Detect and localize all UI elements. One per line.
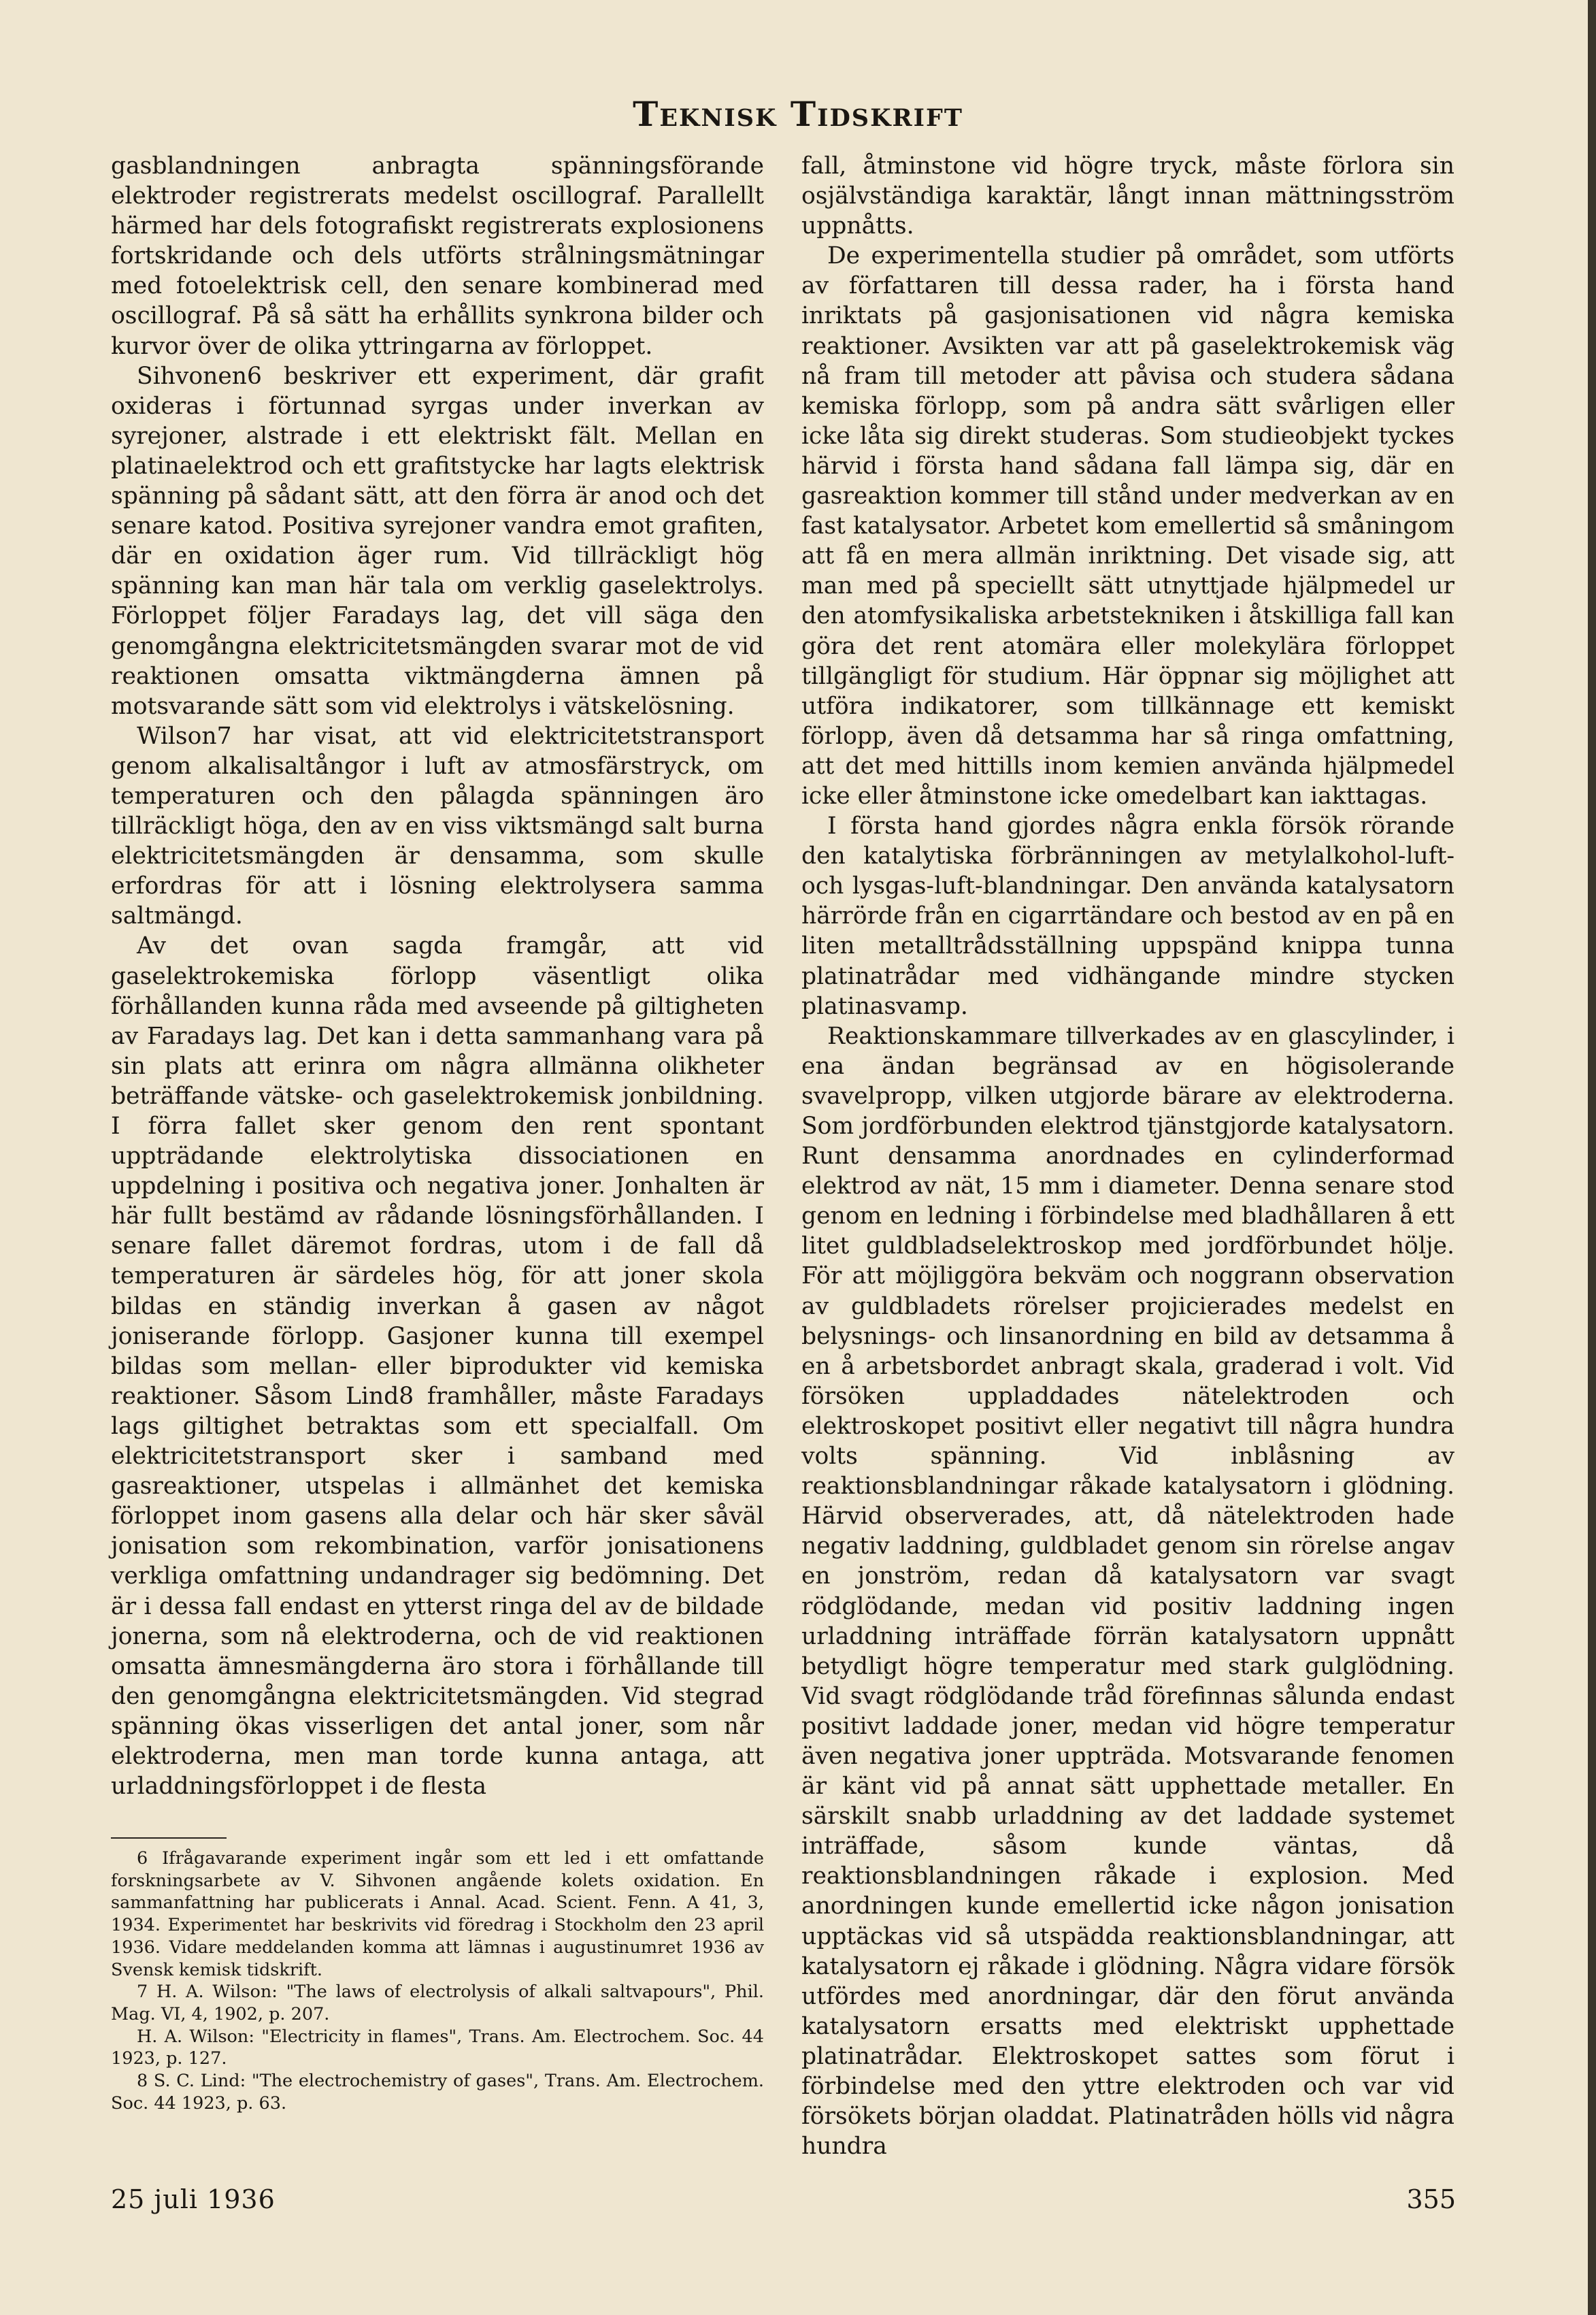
page-number: 355 bbox=[1406, 2184, 1456, 2214]
footnote-divider bbox=[111, 1837, 227, 1839]
paragraph: I första hand gjordes några enkla försök rörande den katalytiska förbränningen av metylalkohol-luft- och lysgas-luft-blandningar. Den använda katalysatorn härrörde från en cigarrtändare och bestod av en på en liten metalltrådsställning uppspänd knippa tunna platinatrådar med vidhängande mindre stycken platinasvamp. bbox=[801, 812, 1454, 1020]
paragraph: Sihvonen6 beskriver ett experiment, där grafit oxideras i förtunnad syrgas under inverkan av syrejoner, alstrade i ett elektriskt fält. Mellan en platinaelektrod och ett grafitstycke har lagts elektrisk spänning på sådant sätt, att den förra är anod och det senare katod. Positiva syrejoner vandra emot grafiten, där en oxidation äger rum. Vid tillräckligt hög spänning kan man här tala om verklig gaselektrolys. Förloppet följer Faradays lag, det vill säga den genomgångna elektricitetsmängden svarar mot de vid reaktionen omsatta viktmängderna ämnen på motsvarande sätt som vid elektrolys i vätskelösning. bbox=[111, 362, 764, 720]
paragraph: fall, åtminstone vid högre tryck, måste förlora sin osjälvständiga karaktär, långt innan mättningsström uppnåtts. bbox=[801, 152, 1454, 240]
footnote: 7 H. A. Wilson: "The laws of electrolysis of alkali saltvapours", Phil. Mag. VI, 4, 1902, p. 207. bbox=[111, 1982, 764, 2024]
page-edge bbox=[1588, 0, 1596, 2315]
paragraph: Wilson7 har visat, att vid elektricitetstransport genom alkalisaltångor i luft av atmosfärstryck, om temperaturen och den pålagda spänningen äro tillräckligt höga, den av en viss viktsmängd salt burna elektricitetsmängden är densamma, som skulle erfordras för att i lösning elektrolysera samma saltmängd. bbox=[111, 722, 764, 930]
paragraph: De experimentella studier på området, som utförts av författaren till dessa rader, ha i första hand inriktats på gasjonisationen vid några kemiska reaktioner. Avsikten var att på gaselektrokemisk väg nå fram till metoder att påvisa och studera sådana kemiska förlopp, som på andra sätt svårligen eller icke låta sig direkt studeras. Som studieobjekt tyckes härvid i första hand sådana fall lämpa sig, där en gasreaktion kommer till stånd under medverkan av en fast katalysator. Arbetet kom emellertid så småningom att få en mera allmän inriktning. Det visade sig, att man med på speciellt sätt utnyttjade hjälpmedel ur den atomfysikaliska arbetstekniken i åtskilliga fall kan göra det rent atomära eller molekylära förloppet tillgängligt för studium. Här öppnar sig möjlighet att utföra indikatorer, som tillkännage ett kemiskt förlopp, även då detsamma har så ringa omfattning, att det med hittills inom kemien använda hjälpmedel icke eller åtminstone icke omedelbart kan iakttagas. bbox=[801, 242, 1454, 810]
left-column bbox=[111, 151, 764, 1801]
right-column bbox=[801, 151, 1454, 2161]
paragraph: Reaktionskammare tillverkades av en glascylinder, i ena ändan begränsad av en högisolerande svavelpropp, vilken utgjorde bärare av elektroderna. Som jordförbunden elektrod tjänstgjorde katalysatorn. Runt densamma anordnades en cylinderformad elektrod av nät, 15 mm i diameter. Denna senare stod genom en ledning i förbindelse med bladhållaren å ett litet guldbladselektroskop med jordförbundet hölje. För att möjliggöra bekväm och noggrann observation av guldbladets rörelser projicierades medelst en belysnings- och linsanordning en bild av detsamma å en å arbetsbordet anbragt skala, graderad i volt. Vid försöken uppladdades nätelektroden och elektroskopet positivt eller negativt till några hundra volts spänning. Vid inblåsning av reaktionsblandningar råkade katalysatorn i glödning. Härvid observerades, att, då nätelektroden hade negativ laddning, guldbladet genom sin rörelse angav en jonström, redan då katalysatorn var svagt rödglödande, medan vid positiv laddning ingen urladdning inträffade förrän katalysatorn uppnått betydligt högre temperatur med stark gulglödning. Vid svagt rödglödande tråd förefinnas sålunda endast positivt laddade joner, medan vid högre temperatur även negativa joner uppträda. Motsvarande fenomen är känt vid på annat sätt upphettade metaller. En särskilt snabb urladdning av det laddade systemet inträffade, såsom kunde väntas, då reaktionsblandningen råkade i explosion. Med anordningen kunde emellertid icke någon jonisation upptäckas vid så utspädda reaktionsblandningar, att katalysatorn ej råkade i glödning. Några vidare försök utfördes med anordningar, där den förut använda katalysatorn ersatts med elektriskt upphettade platinatrådar. Elektroskopet sattes som förut i förbindelse med den yttre elektroden och var vid försökets början oladdat. Platinatråden hölls vid några hundra bbox=[801, 1022, 1454, 2161]
footnote: 6 Ifrågavarande experiment ingår som ett led i ett omfattande forskningsarbete av V. Sihvonen angående kolets oxidation. En sammanfattning har publicerats i Annal. Acad. Scient. Fenn. A 41, 3, 1934. Experimentet har beskrivits vid föredrag i Stockholm den 23 april 1936. Vidare meddelanden komma att lämnas i augustinumret 1936 av Svensk kemisk tidskrift. bbox=[111, 1848, 764, 1980]
running-header: Teknisk Tidskrift bbox=[633, 94, 963, 134]
issue-date: 25 juli 1936 bbox=[111, 2184, 276, 2214]
paragraph: Av det ovan sagda framgår, att vid gaselektrokemiska förlopp väsentligt olika förhållanden kunna råda med avseende på giltigheten av Faradays lag. Det kan i detta sammanhang vara på sin plats att erinra om några allmänna olikheter beträffande vätske- och gaselektrokemisk jonbildning. I förra fallet sker genom den rent spontant uppträdande elektrolytiska dissociationen en uppdelning i positiva och negativa joner. Jonhalten är här fullt bestämd av rådande lösningsförhållanden. I senare fallet däremot fordras, utom i de fall då temperaturen är särdeles hög, för att joner skola bildas en ständig inverkan å gasen av något joniserande förlopp. Gasjoner kunna till exempel bildas som mellan- eller biprodukter vid kemiska reaktioner. Såsom Lind8 framhåller, måste Faradays lags giltighet betraktas som ett specialfall. Om elektricitetstransport sker i samband med gasreaktioner, utspelas i allmänhet det kemiska förloppet inom gasens alla delar och här sker såväl jonisation som rekombination, varför jonisationens verkliga omfattning undandrager sig bedömning. Det är i dessa fall endast en ytterst ringa del av de bildade jonerna, som nå elektroderna, och de vid reaktionen omsatta ämnesmängderna äro stora i förhållande till den genomgångna elektricitetsmängden. Vid stegrad spänning ökas visserligen det antal joner, som når elektroderna, men man torde kunna antaga, att urladdningsförloppet i de flesta bbox=[111, 932, 764, 1801]
footnotes bbox=[111, 1848, 764, 2114]
footnote: H. A. Wilson: "Electricity in flames", Trans. Am. Electrochem. Soc. 44 1923, p. 127. bbox=[111, 2026, 764, 2069]
footnote: 8 S. C. Lind: "The electrochemistry of gases", Trans. Am. Electrochem. Soc. 44 1923, p. 63. bbox=[111, 2071, 764, 2114]
paragraph: gasblandningen anbragta spänningsförande elektroder registrerats medelst oscillograf. Parallellt härmed har dels fotografiskt registrerats explosionens fortskridande och dels utförts strålningsmätningar med fotoelektrisk cell, den senare kombinerad med oscillograf. På så sätt ha erhållits synkrona bilder och kurvor över de olika yttringarna av förloppet. bbox=[111, 152, 764, 360]
